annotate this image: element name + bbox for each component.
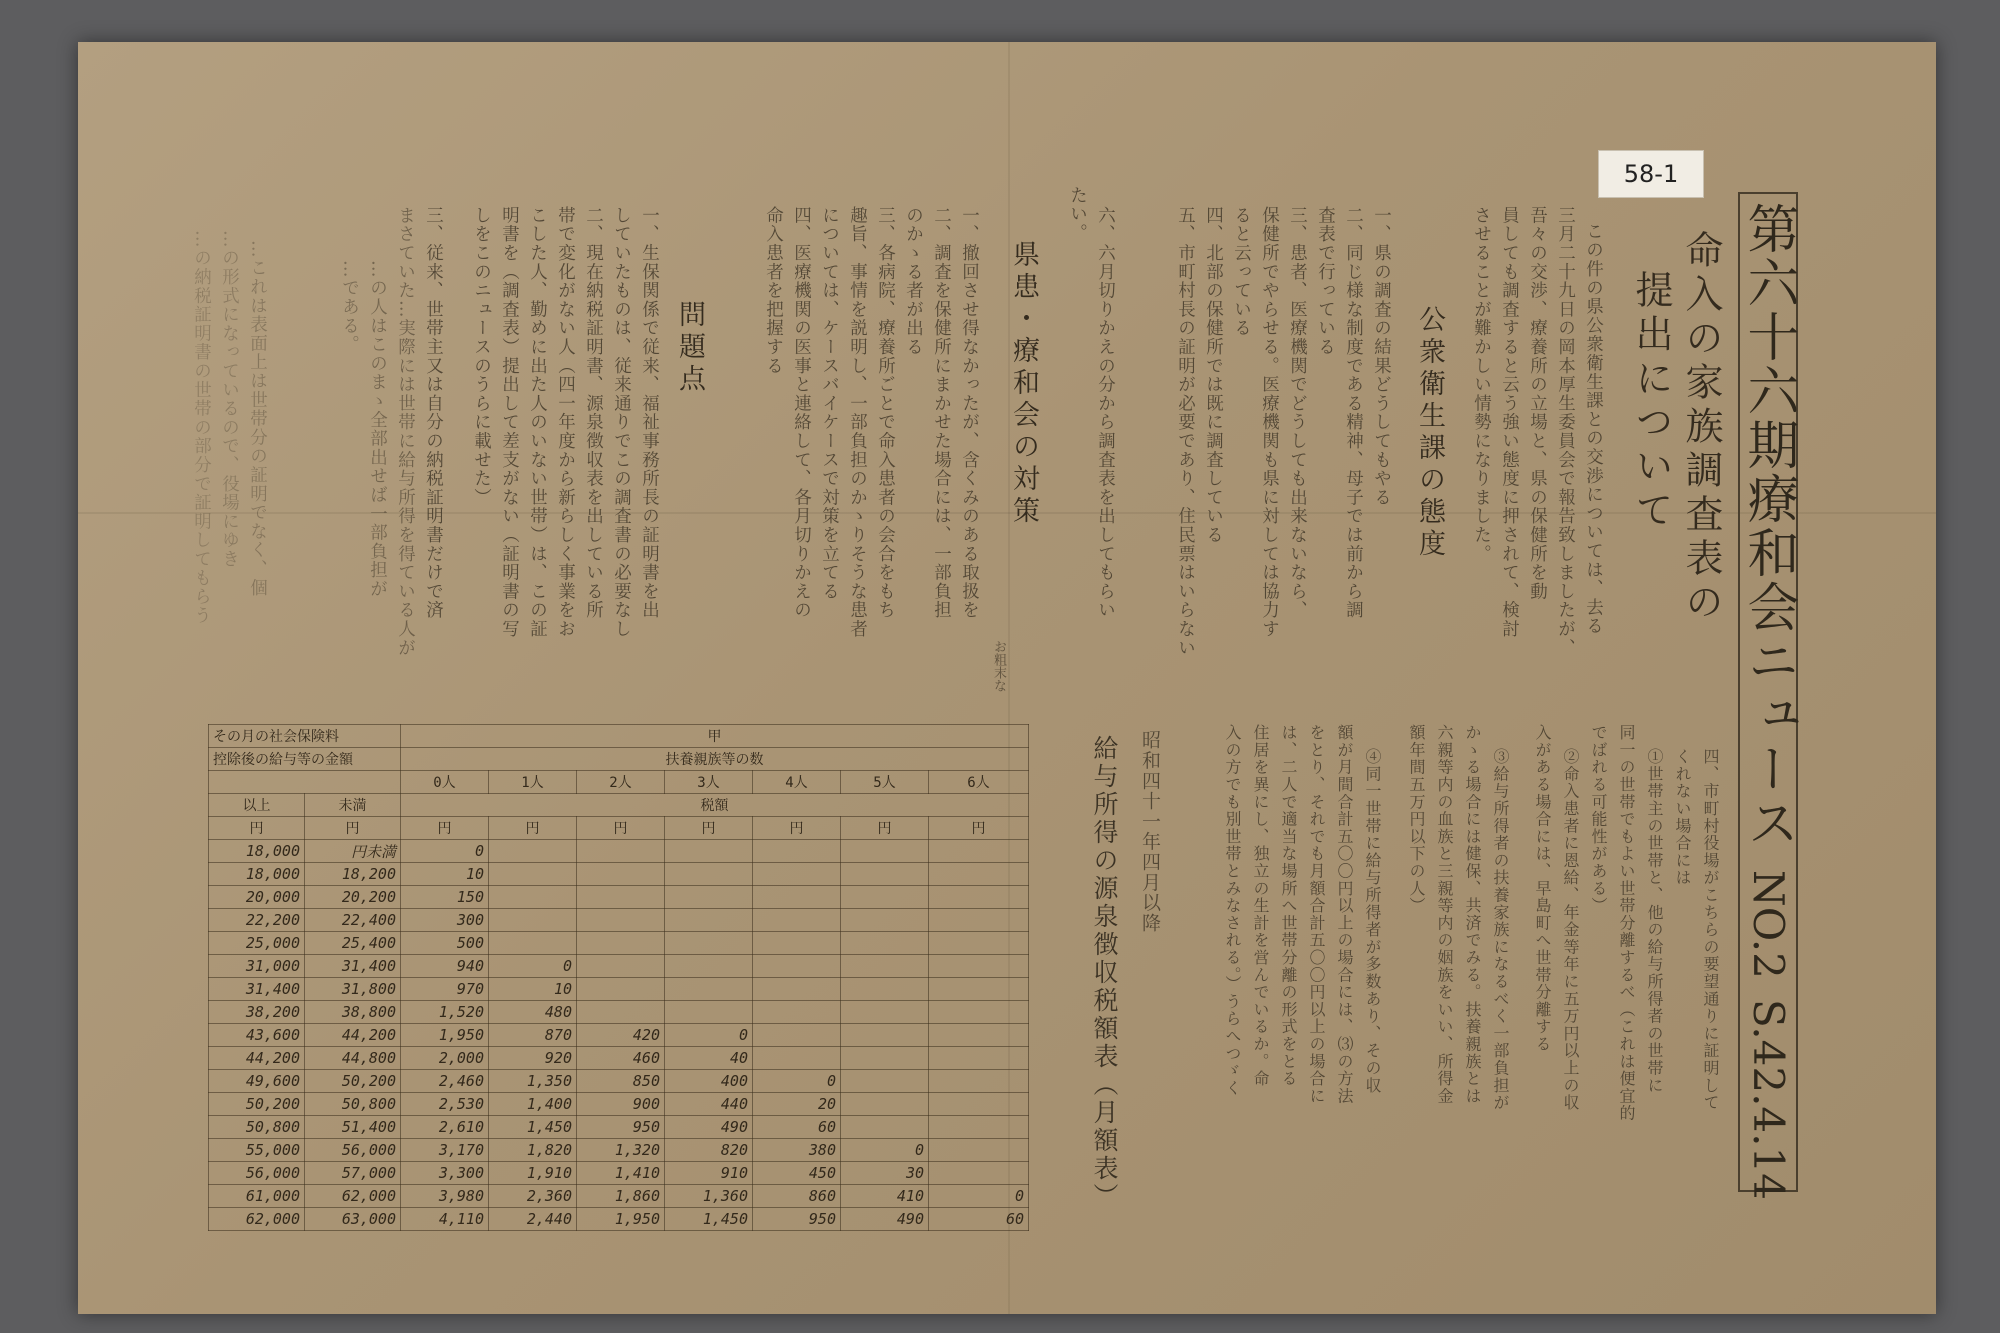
mondai-faded-line: …の納税証明書の世帯の部分で証明してもらう — [191, 230, 212, 625]
header-left: その月の社会保険料 — [209, 725, 401, 748]
koshu-line: 三、患者、医療機関でどうしても出来ないなら、 — [1287, 206, 1308, 620]
taisaku-line: については、ケースバイケースで対策を立てる — [819, 206, 840, 601]
unit-cell: 円 — [665, 817, 753, 840]
table-row — [209, 978, 1029, 1001]
right-line: かゝる場合には健保、共済でみる。扶養親族とは — [1463, 724, 1482, 1105]
koshu-line: 六、六月切りかえの分から調査表を出してもらい — [1095, 206, 1116, 620]
unit-cell: 円 — [305, 817, 401, 840]
right-line: 同一の世帯でもよい世帯分離するべ（これは便宜的 — [1617, 724, 1636, 1122]
mondai-line: こした人、勤めに出た人のいない世帯）は、この証 — [527, 206, 548, 639]
koshu-line: たい。 — [1067, 186, 1088, 243]
col-header: 3人 — [665, 771, 753, 794]
taisaku-line: 二、調査を保健所にまかせた場合には、一部負担 — [931, 206, 952, 620]
table-cell — [577, 886, 665, 909]
table-cell: 1,450 — [489, 1116, 577, 1139]
table-cell — [929, 1047, 1029, 1070]
right-line: 入がある場合には、早島町へ世帯分離する — [1533, 724, 1552, 1053]
table-cell — [841, 886, 929, 909]
table-cell: 1,910 — [489, 1162, 577, 1185]
table-header-row — [209, 771, 1029, 794]
intro-line: 吾々の交渉、療養所の立場と、県の保健所を動 — [1527, 206, 1548, 601]
col-header: 0人 — [401, 771, 489, 794]
table-cell: 950 — [577, 1116, 665, 1139]
table-cell: 2,610 — [401, 1116, 489, 1139]
table-cell — [841, 978, 929, 1001]
table-cell — [841, 1047, 929, 1070]
section-heading-koshu: 公衆衛生課の態度 — [1414, 305, 1445, 561]
table-cell: 18,000 — [209, 863, 305, 886]
taisaku-line: 一、撤回させ得なかったが、含くみのある取扱を — [959, 206, 980, 620]
unit-cell: 円 — [401, 817, 489, 840]
table-cell — [577, 1001, 665, 1024]
table-cell: 300 — [401, 909, 489, 932]
table-cell — [665, 909, 753, 932]
unit-cell: 円 — [841, 817, 929, 840]
mondai-faded-line: …の形式になっているので、役場にゆき — [219, 230, 240, 569]
table-row — [209, 1001, 1029, 1024]
mondai-line: 二、現在納税証明書、源泉徴収表を出している所 — [583, 206, 604, 620]
table-cell — [929, 1116, 1029, 1139]
table-cell — [929, 1139, 1029, 1162]
table-cell: 50,200 — [305, 1070, 401, 1093]
table-cell: 860 — [753, 1185, 841, 1208]
table-cell: 62,000 — [305, 1185, 401, 1208]
table-cell: 22,400 — [305, 909, 401, 932]
table-cell — [577, 978, 665, 1001]
table-cell: 2,530 — [401, 1093, 489, 1116]
table-row — [209, 932, 1029, 955]
table-cell: 44,800 — [305, 1047, 401, 1070]
table-cell — [489, 909, 577, 932]
table-cell — [841, 955, 929, 978]
table-cell: 450 — [753, 1162, 841, 1185]
table-cell — [753, 1024, 841, 1047]
right-line: ①世帯主の世帯と、他の給与所得者の世帯に — [1645, 748, 1664, 1094]
table-cell: 440 — [665, 1093, 753, 1116]
koshu-line: 保健所でやらせる。医療機関も県に対しては協力す — [1259, 206, 1280, 639]
table-cell: 0 — [753, 1070, 841, 1093]
unit-cell: 円 — [753, 817, 841, 840]
withholding-tax-table — [208, 724, 1029, 1231]
table-cell: 50,200 — [209, 1093, 305, 1116]
table-cell: 18,200 — [305, 863, 401, 886]
masthead-number: NO.2 — [1744, 870, 1793, 979]
table-cell: 0 — [401, 840, 489, 863]
header-blank — [209, 771, 401, 794]
table-cell: 2,440 — [489, 1208, 577, 1231]
table-cell: 57,000 — [305, 1162, 401, 1185]
table-cell: 円未満 — [305, 840, 401, 863]
table-row — [209, 1116, 1029, 1139]
table-cell: 1,820 — [489, 1139, 577, 1162]
col-header: 5人 — [841, 771, 929, 794]
table-cell: 850 — [577, 1070, 665, 1093]
table-cell — [665, 886, 753, 909]
table-cell — [841, 863, 929, 886]
section-heading-mondai: 問題点 — [674, 300, 705, 396]
taisaku-note: お粗末な — [991, 640, 1006, 692]
table-cell — [577, 932, 665, 955]
table-cell: 1,400 — [489, 1093, 577, 1116]
table-cell: 43,600 — [209, 1024, 305, 1047]
unit-cell: 円 — [489, 817, 577, 840]
table-cell — [929, 932, 1029, 955]
table-cell — [753, 932, 841, 955]
table-cell: 970 — [401, 978, 489, 1001]
table-cell: 490 — [665, 1116, 753, 1139]
taisaku-line: 趣旨、事情を説明し、一部負担のかゝりそうな患者 — [847, 206, 868, 639]
koshu-line: 四、北部の保健所では既に調査している — [1203, 206, 1224, 545]
right-line: くれない場合には — [1673, 748, 1692, 887]
taisaku-line: 三、各病院、療養所ごとで命入患者の会合をもち — [875, 206, 896, 620]
table-cell: 55,000 — [209, 1139, 305, 1162]
table-cell: 490 — [841, 1208, 929, 1231]
koshu-line: 一、県の調査の結果どうしてもやる — [1371, 206, 1392, 507]
table-cell: 0 — [665, 1024, 753, 1047]
table-cell — [753, 886, 841, 909]
table-cell: 63,000 — [305, 1208, 401, 1231]
table-cell — [665, 840, 753, 863]
table-cell: 18,000 — [209, 840, 305, 863]
koshu-line: 五、市町村長の証明が必要であり、住民票はいらない — [1175, 206, 1196, 658]
table-cell: 56,000 — [305, 1139, 401, 1162]
table-cell: 25,400 — [305, 932, 401, 955]
table-cell — [929, 955, 1029, 978]
table-cell: 1,450 — [665, 1208, 753, 1231]
table-cell: 62,000 — [209, 1208, 305, 1231]
unit-cell: 円 — [929, 817, 1029, 840]
table-cell — [929, 1093, 1029, 1116]
table-row — [209, 1139, 1029, 1162]
mondai-line: …の人はこのまゝ全部出せば一部負担が — [367, 260, 388, 599]
table-cell — [929, 1001, 1029, 1024]
table-cell: 31,400 — [305, 955, 401, 978]
table-cell — [841, 1116, 929, 1139]
table-cell — [665, 1001, 753, 1024]
table-cell: 2,360 — [489, 1185, 577, 1208]
col-header: 2人 — [577, 771, 665, 794]
masthead-date: S.42.4.14 — [1744, 998, 1793, 1200]
table-cell — [753, 1047, 841, 1070]
table-cell: 460 — [577, 1047, 665, 1070]
header-dependents: 扶養親族等の数 — [401, 748, 1029, 771]
intro-line: 三月二十九日の岡本厚生委員会で報告致しましたが、 — [1555, 206, 1576, 658]
table-cell — [841, 840, 929, 863]
table-cell: 51,400 — [305, 1116, 401, 1139]
table-cell: 61,000 — [209, 1185, 305, 1208]
table-cell — [753, 863, 841, 886]
table-unit-row — [209, 817, 1029, 840]
mondai-faded-line: …これは表面上は世帯分の証明でなく、個 — [247, 240, 268, 598]
table-cell — [489, 932, 577, 955]
header-zei: 税額 — [401, 794, 1029, 817]
right-line: 額が月間合計五〇〇円以上の場合には、⑶の方法 — [1335, 724, 1354, 1105]
table-cell: 1,350 — [489, 1070, 577, 1093]
table-heading-line-2: 給与所得の源泉徴収税額表（月額表） — [1090, 735, 1119, 1211]
table-cell: 1,860 — [577, 1185, 665, 1208]
table-row — [209, 886, 1029, 909]
table-cell: 50,800 — [305, 1093, 401, 1116]
unit-cell: 円 — [209, 817, 305, 840]
table-cell — [841, 932, 929, 955]
table-cell: 900 — [577, 1093, 665, 1116]
table-cell: 31,400 — [209, 978, 305, 1001]
table-cell — [929, 863, 1029, 886]
table-cell: 31,800 — [305, 978, 401, 1001]
masthead — [1738, 192, 1798, 1200]
right-line: 入の方でも別世帯とみなされる。）うらへつゞく — [1223, 724, 1242, 1097]
table-cell — [665, 955, 753, 978]
table-cell: 380 — [753, 1139, 841, 1162]
table-cell: 150 — [401, 886, 489, 909]
table-cell — [577, 909, 665, 932]
table-cell: 1,360 — [665, 1185, 753, 1208]
mondai-line: 帯で変化がない人（四一年度から新らしく事業をお — [555, 206, 576, 639]
header-ko: 甲 — [401, 725, 1029, 748]
mondai-line: 三、従来、世帯主又は自分の納税証明書だけで済 — [423, 206, 444, 620]
table-row — [209, 1093, 1029, 1116]
table-cell — [929, 909, 1029, 932]
table-cell: 950 — [753, 1208, 841, 1231]
right-line: 四、市町村役場がこちらの要望通りに証明して — [1701, 748, 1720, 1112]
right-line: ②命入患者に恩給、年金等年に五万円以上の収 — [1561, 748, 1580, 1112]
intro-line: この件の県公衆衛生課との交渉については、去る — [1583, 222, 1604, 636]
table-cell — [929, 840, 1029, 863]
table-cell — [665, 978, 753, 1001]
table-cell — [841, 1093, 929, 1116]
table-cell — [577, 840, 665, 863]
table-cell — [929, 978, 1029, 1001]
taisaku-line: 四、医療機関の医事と連絡して、各月切りかえの — [791, 206, 812, 620]
table-row — [209, 1047, 1029, 1070]
table-cell: 2,000 — [401, 1047, 489, 1070]
table-cell — [929, 1162, 1029, 1185]
mondai-line: していたものは、従来通りでこの調査書の必要なし — [611, 206, 632, 639]
table-cell: 910 — [665, 1162, 753, 1185]
table-cell: 20,000 — [209, 886, 305, 909]
right-line: 住居を異にし、独立の生計を営んでいるか。命 — [1251, 724, 1270, 1088]
table-cell — [753, 1001, 841, 1024]
table-cell: 0 — [489, 955, 577, 978]
table-cell — [753, 955, 841, 978]
right-line: は、二人で適当な場所へ世帯分離の形式をとる — [1279, 724, 1298, 1088]
table-row — [209, 1208, 1029, 1231]
table-cell: 480 — [489, 1001, 577, 1024]
right-line: でばれる可能性がある） — [1589, 724, 1608, 915]
table-row — [209, 863, 1029, 886]
table-row — [209, 1185, 1029, 1208]
table-cell — [753, 909, 841, 932]
table-row — [209, 909, 1029, 932]
table-cell: 25,000 — [209, 932, 305, 955]
table-cell: 1,320 — [577, 1139, 665, 1162]
right-line: をとり、それでも月額合計五〇〇円以上の場合に — [1307, 724, 1326, 1105]
masthead-title: 第六十六期療和会ニュース — [1738, 202, 1798, 850]
table-cell: 60 — [753, 1116, 841, 1139]
table-cell — [841, 1001, 929, 1024]
table-cell: 820 — [665, 1139, 753, 1162]
table-cell: 49,600 — [209, 1070, 305, 1093]
right-line: ④同一世帯に給与所得者が多数あり、その収 — [1363, 748, 1382, 1094]
table-cell — [489, 863, 577, 886]
mondai-line: …である。 — [339, 260, 360, 354]
taisaku-line: 命入患者を把握する — [763, 206, 784, 376]
header-ijo: 以上 — [209, 794, 305, 817]
table-cell: 4,110 — [401, 1208, 489, 1231]
table-cell: 60 — [929, 1208, 1029, 1231]
table-cell: 2,460 — [401, 1070, 489, 1093]
koshu-line: 二、同じ様な制度である精神、母子では前から調 — [1343, 206, 1364, 620]
table-cell: 1,950 — [577, 1208, 665, 1231]
table-cell: 500 — [401, 932, 489, 955]
table-cell — [841, 909, 929, 932]
table-cell: 10 — [489, 978, 577, 1001]
table-cell — [929, 1070, 1029, 1093]
header-left: 控除後の給与等の金額 — [209, 748, 401, 771]
taisaku-line: のかゝる者が出る — [903, 206, 924, 357]
table-cell — [841, 1070, 929, 1093]
col-header: 4人 — [753, 771, 841, 794]
table-cell — [489, 886, 577, 909]
table-row — [209, 1070, 1029, 1093]
table-header-row — [209, 725, 1029, 748]
mondai-line: まさていた…実際には世帯に給与所得を得ている人が — [395, 206, 416, 658]
table-cell: 940 — [401, 955, 489, 978]
mondai-line: 明書を（調査表）提出して差支がない（証明書の写 — [499, 206, 520, 639]
table-cell: 0 — [929, 1185, 1029, 1208]
section-heading-taisaku: 県患・療和会の対策 — [1008, 240, 1039, 528]
right-line: 額年間五万円以下の人） — [1407, 724, 1426, 915]
article-title-line-1: 命入の家族調査表の — [1679, 230, 1723, 626]
table-cell: 30 — [841, 1162, 929, 1185]
unit-cell: 円 — [577, 817, 665, 840]
table-cell: 56,000 — [209, 1162, 305, 1185]
table-heading-line-1: 昭和四十一年四月以降 — [1139, 730, 1161, 933]
table-row — [209, 955, 1029, 978]
table-row — [209, 1162, 1029, 1185]
table-cell: 38,200 — [209, 1001, 305, 1024]
table-row — [209, 1024, 1029, 1047]
col-header: 6人 — [929, 771, 1029, 794]
table-cell: 44,200 — [209, 1047, 305, 1070]
document-tag: 58-1 — [1598, 150, 1704, 198]
table-cell: 0 — [841, 1139, 929, 1162]
article-title-line-2: 提出について — [1629, 270, 1673, 534]
right-line: ③給与所得者の扶養家族になるべく一部負担が — [1491, 748, 1510, 1112]
mondai-line: 一、生保関係で従来、福祉事務所長の証明書を出 — [639, 206, 660, 620]
intro-line: させることが難かしい情勢になりました。 — [1471, 206, 1492, 564]
table-cell — [665, 932, 753, 955]
table-header-row — [209, 794, 1029, 817]
intro-line: 員しても調査すると云う強い態度に押されて、検討 — [1499, 206, 1520, 639]
table-cell: 400 — [665, 1070, 753, 1093]
table-cell: 3,300 — [401, 1162, 489, 1185]
table-cell — [753, 840, 841, 863]
table-cell — [753, 978, 841, 1001]
table-cell: 50,800 — [209, 1116, 305, 1139]
table-cell — [665, 863, 753, 886]
table-cell — [577, 863, 665, 886]
table-header-row — [209, 748, 1029, 771]
table-cell: 3,980 — [401, 1185, 489, 1208]
table-cell: 40 — [665, 1047, 753, 1070]
koshu-line: 査表で行っている — [1315, 206, 1336, 357]
table-cell — [577, 955, 665, 978]
table-cell: 38,800 — [305, 1001, 401, 1024]
table-cell: 1,950 — [401, 1024, 489, 1047]
koshu-line: ると云っている — [1231, 206, 1252, 338]
table-cell: 920 — [489, 1047, 577, 1070]
table-cell: 20 — [753, 1093, 841, 1116]
table-cell: 1,410 — [577, 1162, 665, 1185]
table-cell: 20,200 — [305, 886, 401, 909]
table-cell — [841, 1024, 929, 1047]
col-header: 1人 — [489, 771, 577, 794]
table-cell: 1,520 — [401, 1001, 489, 1024]
table-cell: 3,170 — [401, 1139, 489, 1162]
table-cell: 22,200 — [209, 909, 305, 932]
table-cell — [489, 840, 577, 863]
table-cell: 31,000 — [209, 955, 305, 978]
header-miman: 未満 — [305, 794, 401, 817]
table-cell: 10 — [401, 863, 489, 886]
table-cell: 44,200 — [305, 1024, 401, 1047]
table-cell: 420 — [577, 1024, 665, 1047]
table-cell: 410 — [841, 1185, 929, 1208]
right-line: 六親等内の血族と三親等内の姻族をいい、所得金 — [1435, 724, 1454, 1105]
table-cell — [929, 1024, 1029, 1047]
mondai-line: しをこのニュースのうらに載せた） — [471, 206, 492, 507]
table-row — [209, 840, 1029, 863]
table-cell — [929, 886, 1029, 909]
table-cell: 870 — [489, 1024, 577, 1047]
